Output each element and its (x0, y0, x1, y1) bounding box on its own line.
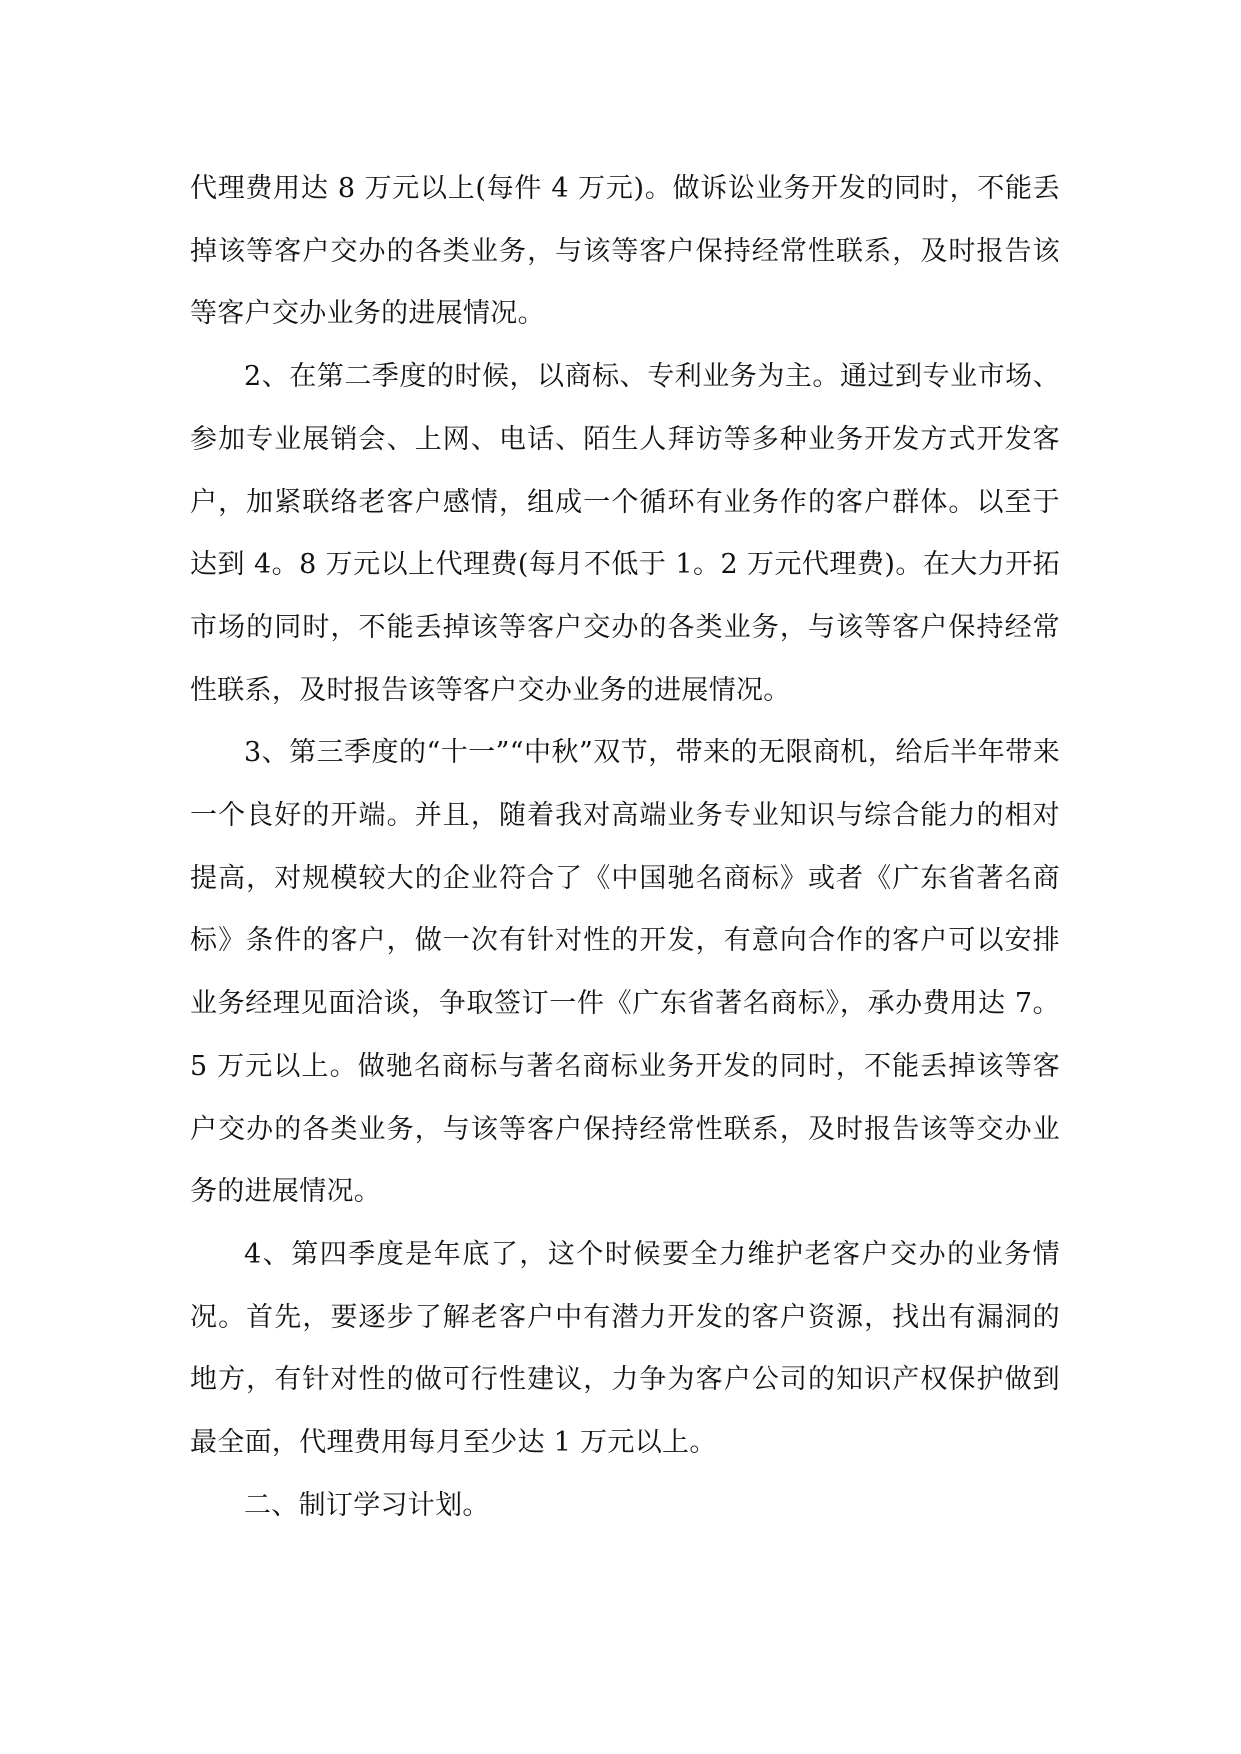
paragraph-q3: 3、第三季度的“十一”“中秋”双节，带来的无限商机，给后半年带来一个良好的开端。并且，随着我对高端业务专业知识与综合能力的相对提高，对规模较大的企业符合了《中国驰名商标》或者《广东省著名商标》条件的客户，做一次有针对性的开发，有意向合作的客户可以安排业务经理见面洽谈，争取签订一件《广东省著名商标》，承办费用达 7。5 万元以上。做驰名商标与著名商标业务开发的同时，不能丢掉该等客户交办的各类业务，与该等客户保持经常性联系，及时报告该等交办业务的进展情况。 (190, 737, 1060, 1208)
document-body (190, 158, 1060, 1537)
section-heading-study-plan: 二、制订学习计划。 (244, 1489, 490, 1521)
paragraph-q2: 2、在第二季度的时候，以商标、专利业务为主。通过到专业市场、参加专业展销会、上网、电话、陌生人拜访等多种业务开发方式开发客户，加紧联络老客户感情，组成一个循环有业务作的客户群体。以至于达到 4。8 万元以上代理费(每月不低于 1。2 万元代理费)。在大力开拓市场的同时，不能丢掉该等客户交办的各类业务，与该等客户保持经常性联系，及时报告该等客户交办业务的进展情况。 (190, 361, 1060, 706)
paragraph-q4: 4、第四季度是年底了，这个时候要全力维护老客户交办的业务情况。首先，要逐步了解老客户中有潜力开发的客户资源，找出有漏洞的地方，有针对性的做可行性建议，力争为客户公司的知识产权保护做到最全面，代理费用每月至少达 1 万元以上。 (190, 1238, 1060, 1459)
paragraph-continued: 代理费用达 8 万元以上(每件 4 万元)。做诉讼业务开发的同时，不能丢掉该等客户交办的各类业务，与该等客户保持经常性联系，及时报告该等客户交办业务的进展情况。 (190, 173, 1060, 330)
